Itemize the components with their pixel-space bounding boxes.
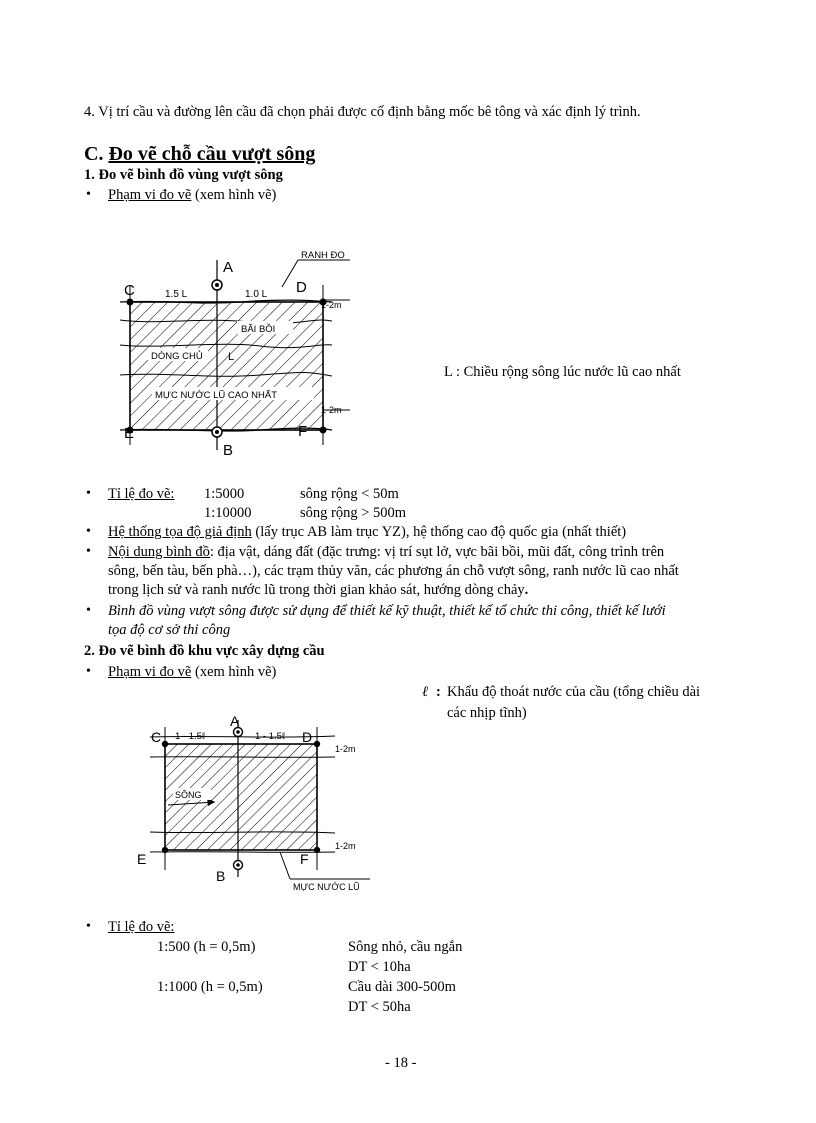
label-margin-top: 1-2m (321, 300, 342, 310)
label-left-span: 1 - 1.5ℓ (175, 731, 206, 742)
scale-ratio-1b: 1:10000 (204, 505, 252, 521)
coord-label: Hệ thống tọa độ giả định (108, 524, 252, 540)
bridge-area-figure (130, 712, 380, 894)
label-b: B (216, 868, 226, 884)
bullet-icon: • (86, 919, 91, 934)
label-e: E (124, 425, 135, 442)
content-line-3 (108, 582, 528, 599)
label-flood-level: MỰC NƯỚC LŨ CAO NHẤT (155, 390, 278, 401)
section-title: Đo vẽ chỗ cầu vượt sông (108, 143, 316, 165)
bullet-icon: • (86, 187, 91, 202)
scope-note: (xem hình vẽ) (191, 187, 277, 203)
label-a: A (230, 713, 240, 729)
content-line-1 (108, 544, 664, 561)
label-width-mark: L (228, 351, 235, 363)
section-heading (84, 143, 315, 166)
scale-condition-1b: sông rộng > 500m (300, 505, 407, 521)
scale-label-1: Tỉ lệ đo vẽ: (108, 486, 175, 502)
scale-condition-2b: Cầu dài 300-500m (348, 979, 456, 995)
point-c-icon (127, 299, 134, 306)
point-a-icon (212, 280, 222, 290)
figure-1-legend: L : Chiều rộng sông lúc nước lũ cao nhất (444, 364, 681, 380)
point-e-icon (162, 847, 168, 853)
crossing-area-figure (110, 245, 370, 460)
bullet-icon: • (86, 603, 91, 618)
label-f: F (300, 851, 309, 867)
scale-condition-2a: Sông nhỏ, cầu ngắn (348, 939, 463, 955)
point-b-icon (212, 427, 222, 437)
point-f-icon (314, 847, 320, 853)
subheading-2: 2. Đo vẽ bình đồ khu vực xây dựng cầu (84, 643, 325, 659)
legend-2-line-1: Khẩu độ thoát nước của cầu (tổng chiều dài (447, 684, 701, 700)
scale-ratio-2a: 1:500 (h = 0,5m) (157, 939, 256, 955)
label-margin-bottom: 1-2m (335, 841, 356, 851)
label-floodplain: BÃI BỒI (241, 324, 276, 335)
label-c: C (151, 729, 162, 745)
scope-line-2 (108, 664, 276, 681)
point-f-icon (320, 427, 327, 434)
label-b: B (223, 442, 234, 459)
point-d-icon (314, 741, 320, 747)
scale-label-2: Tỉ lệ đo vẽ: (108, 919, 175, 935)
label-river: SÔNG (175, 790, 202, 800)
label-right-span: 1 - 1.5ℓ (255, 731, 286, 742)
scale-condition-1a: sông rộng < 50m (300, 486, 399, 502)
label-flood-level: MỰC NƯỚC LŨ (293, 882, 360, 892)
content-label: Nội dung bình đồ (108, 544, 210, 560)
point-c-icon (162, 741, 168, 747)
page-number: - 18 - (385, 1055, 417, 1071)
usage-line-1: Bình đồ vùng vượt sông được sử dụng để thiết kế kỹ thuật, thiết kế tổ chức thi công, thiết kế lưới (108, 603, 666, 619)
label-e: E (137, 851, 147, 867)
bullet-icon: • (86, 664, 91, 679)
scale-ratio-2b: 1:1000 (h = 0,5m) (157, 979, 263, 995)
scope-label: Phạm vi đo vẽ (108, 187, 192, 203)
content-text-1: : địa vật, dáng đất (đặc trưng: vị trí sụt lở, vực bãi bồi, mũi đất, công trình trên (209, 544, 665, 560)
ell-symbol: ℓ (422, 684, 429, 700)
scope-note: (xem hình vẽ) (191, 664, 277, 680)
label-main-channel: DÒNG CHỦ (151, 351, 203, 362)
label-right-span: 1.0 L (245, 289, 268, 300)
label-d: D (296, 279, 307, 296)
scope-line-1 (108, 187, 276, 204)
intro-item: 4. Vị trí cầu và đường lên cầu đã chọn phải được cố định bằng mốc bê tông và xác định lý trình. (84, 104, 641, 120)
content-line-2: sông, bến tàu, bến phà…), các trạm thủy văn, các phương án chỗ vượt sông, ranh nước lũ cao nhất (108, 563, 679, 579)
scale-area-2b: DT < 50ha (348, 999, 411, 1015)
content-end: . (524, 582, 529, 598)
usage-line-2: tọa độ cơ sở thi công (108, 622, 231, 638)
coord-text: (lấy trục AB làm trục YZ), hệ thống cao độ quốc gia (nhất thiết) (251, 524, 627, 540)
label-c: C (124, 282, 135, 299)
bullet-icon: • (86, 524, 91, 539)
label-f: F (298, 423, 308, 440)
point-b-icon (234, 861, 243, 870)
content-text-3: trong lịch sử và ranh nước lũ trong thời gian khảo sát, hướng dòng chảy (108, 582, 525, 598)
scale-ratio-1a: 1:5000 (204, 486, 245, 502)
label-margin-bottom: 1-2m (321, 405, 342, 415)
label-d: D (302, 729, 313, 745)
label-a: A (223, 259, 234, 276)
legend-2-line-2: các nhịp tĩnh) (447, 705, 527, 721)
label-boundary: RANH ĐO (301, 250, 345, 261)
bullet-icon: • (86, 486, 91, 501)
bullet-icon: • (86, 544, 91, 559)
legend-colon: : (436, 684, 441, 700)
scope-label: Phạm vi đo vẽ (108, 664, 192, 680)
label-left-span: 1.5 L (165, 289, 188, 300)
section-prefix: C. (84, 143, 109, 165)
scale-area-2a: DT < 10ha (348, 959, 411, 975)
subheading-1: 1. Đo vẽ bình đồ vùng vượt sông (84, 167, 283, 183)
label-margin-top: 1-2m (335, 744, 356, 754)
coord-system-line (108, 524, 626, 541)
